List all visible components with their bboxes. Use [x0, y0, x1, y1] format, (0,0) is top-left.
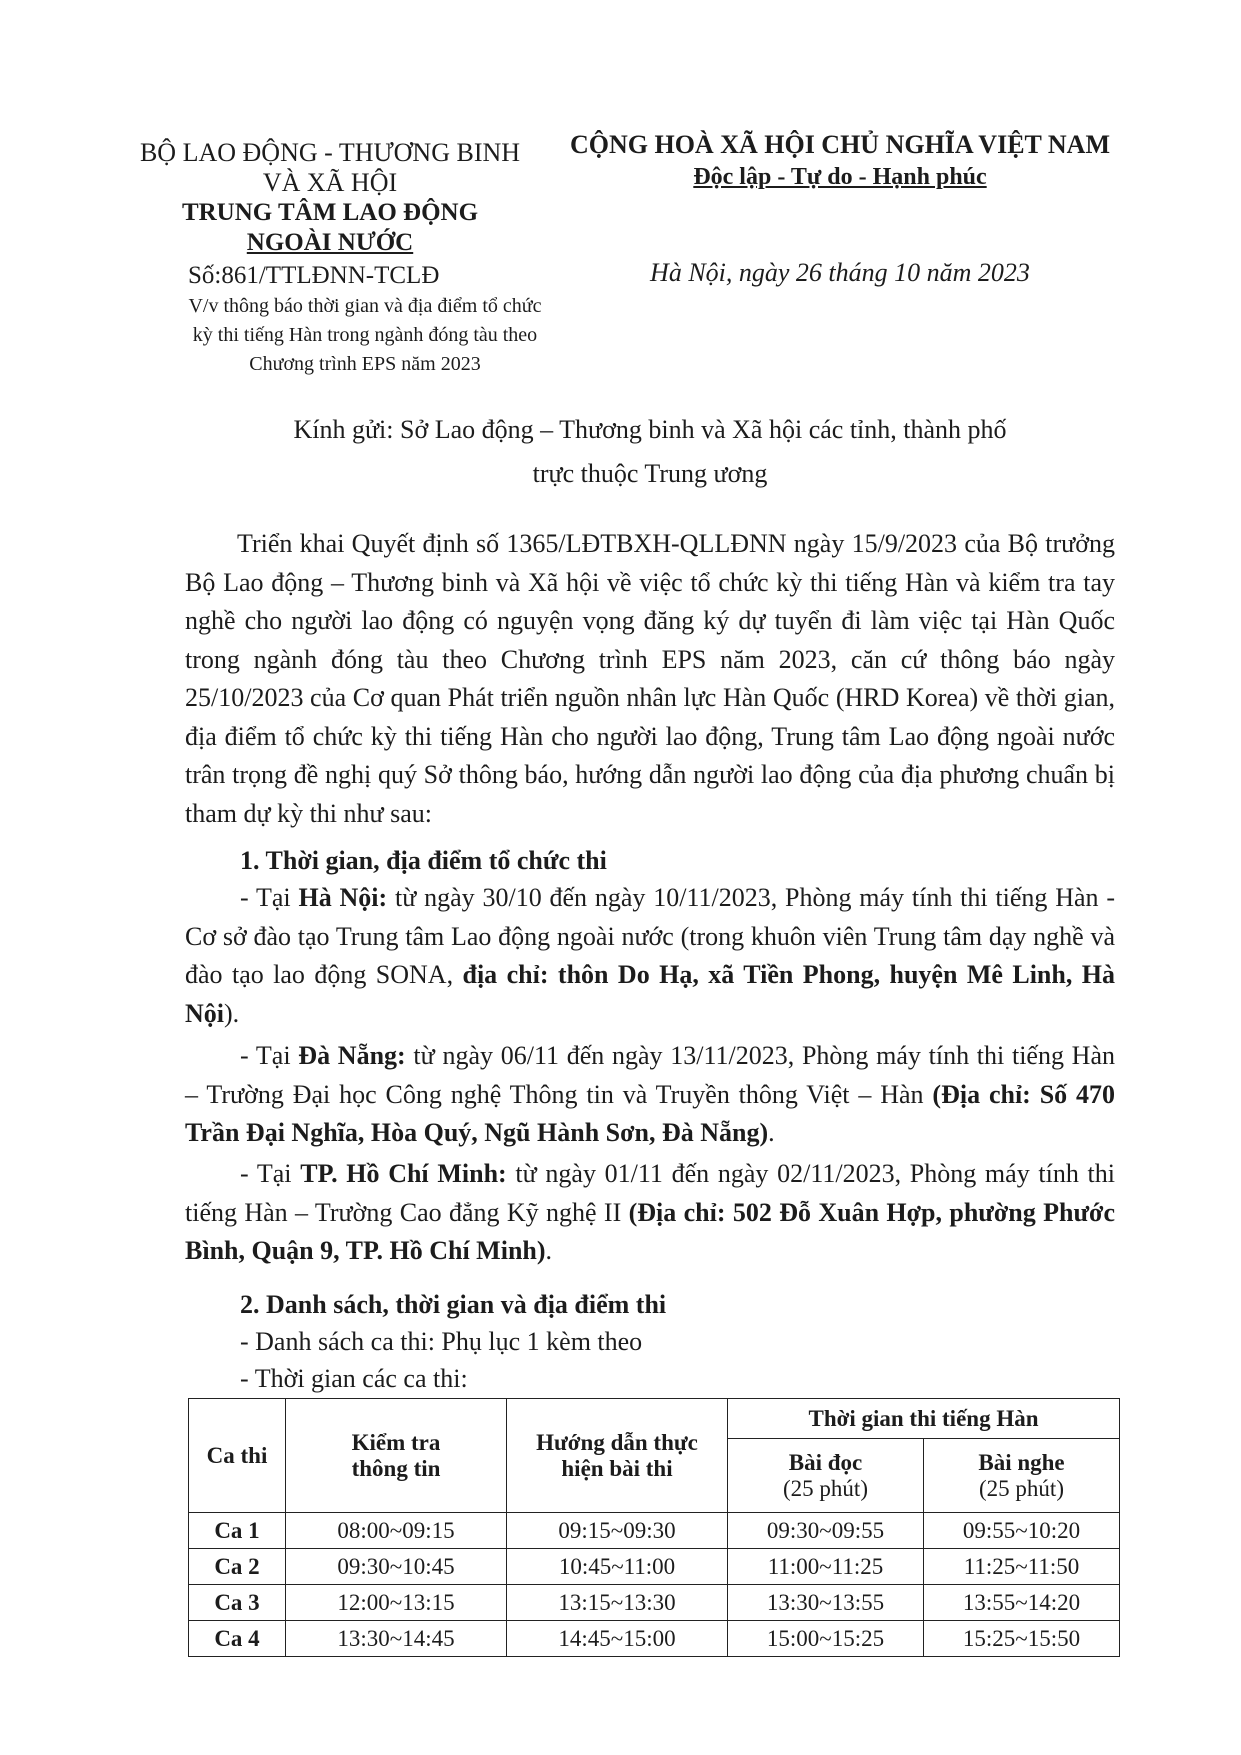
exam-time-line: - Thời gian các ca thi: — [240, 1364, 468, 1393]
header-check-info — [286, 1399, 507, 1513]
subject-line2: kỳ thi tiếng Hàn trong ngành đóng tàu theo — [192, 324, 538, 346]
ministry-name-line2: VÀ XÃ HỘI — [262, 168, 398, 197]
check-time-cell: 08:00~09:15 — [286, 1513, 507, 1549]
hanoi-paragraph — [185, 879, 1115, 1033]
header-korean-time: Thời gian thi tiếng Hàn — [728, 1399, 1120, 1439]
listening-time-cell: 13:55~14:20 — [924, 1585, 1120, 1621]
danang-paragraph — [185, 1037, 1115, 1153]
header-guide-line1: Hướng dẫn thực — [536, 1429, 698, 1455]
hcm-text: từ ngày 01/11 đến ngày 02/11/2023, Phòng máy tính thi tiếng Hàn – Trường Cao đẳng Kỹ nghệ II — [185, 1159, 1115, 1227]
listening-time-cell: 15:25~15:50 — [924, 1621, 1120, 1657]
header-check-line2: thông tin — [351, 1455, 441, 1481]
shift-cell: Ca 4 — [189, 1621, 286, 1657]
header-listening-duration: (25 phút) — [979, 1475, 1064, 1501]
issuing-authority — [120, 138, 540, 258]
hcm-lead: - Tại — [240, 1159, 301, 1188]
hcm-city: TP. Hồ Chí Minh: — [300, 1159, 507, 1188]
listening-time-cell: 11:25~11:50 — [924, 1549, 1120, 1585]
hanoi-lead: - Tại — [240, 883, 299, 912]
shift-cell: Ca 2 — [189, 1549, 286, 1585]
check-time-cell: 09:30~10:45 — [286, 1549, 507, 1585]
table-row — [189, 1549, 1120, 1585]
table-row — [189, 1621, 1120, 1657]
shift-cell: Ca 3 — [189, 1585, 286, 1621]
document-number: Số:861/TTLĐNN-TCLĐ — [188, 262, 440, 289]
header-shift: Ca thi — [189, 1399, 286, 1513]
reading-time-cell: 09:30~09:55 — [728, 1513, 924, 1549]
danang-end: . — [768, 1118, 775, 1147]
hanoi-text: từ ngày 30/10 đến ngày 10/11/2023, Phòng máy tính thi tiếng Hàn - Cơ sở đào tạo Trung tâm Lao động ngoài nước (trong khuôn viên Trung tâm dạy nghề và đào tạo lao động SONA, — [185, 883, 1115, 989]
national-header — [560, 128, 1120, 192]
section1-heading: 1. Thời gian, địa điểm tổ chức thi — [240, 846, 607, 875]
hanoi-address: địa chỉ: thôn Do Hạ, xã Tiền Phong, huyện Mê Linh, Hà Nội — [185, 960, 1115, 1028]
hanoi-end: ). — [224, 998, 240, 1028]
check-time-cell: 12:00~13:15 — [286, 1585, 507, 1621]
place-and-date: Hà Nội, ngày 26 tháng 10 năm 2023 — [650, 258, 1030, 287]
header-guide — [507, 1399, 728, 1513]
document-subject — [160, 292, 570, 379]
recipient — [200, 408, 1100, 496]
reading-time-cell: 15:00~15:25 — [728, 1621, 924, 1657]
ministry-name-line1: BỘ LAO ĐỘNG - THƯƠNG BINH — [139, 138, 521, 167]
danang-address: (Địa chỉ: Số 470 Trần Đại Nghĩa, Hòa Quý, Ngũ Hành Sơn, Đà Nẵng) — [185, 1079, 1116, 1147]
danang-lead: - Tại — [240, 1041, 299, 1070]
guide-time-cell: 10:45~11:00 — [507, 1549, 728, 1585]
guide-time-cell: 14:45~15:00 — [507, 1621, 728, 1657]
header-reading — [728, 1439, 924, 1513]
header-listening-label: Bài nghe — [978, 1449, 1065, 1475]
shift-cell: Ca 1 — [189, 1513, 286, 1549]
hcm-paragraph — [185, 1155, 1115, 1271]
recipient-line2: trực thuộc Trung ương — [532, 459, 768, 488]
center-name-line1: TRUNG TÂM LAO ĐỘNG — [181, 199, 479, 226]
recipient-line1: Kính gửi: Sở Lao động – Thương binh và Xã hội các tỉnh, thành phố — [293, 415, 1007, 444]
exam-schedule-table — [188, 1398, 1120, 1657]
exam-list-line: - Danh sách ca thi: Phụ lục 1 kèm theo — [240, 1327, 643, 1356]
hcm-address: (Địa chỉ: 502 Đỗ Xuân Hợp, phường Phước Bình, Quận 9, TP. Hồ Chí Minh) — [185, 1197, 1115, 1265]
national-motto: Độc lập - Tự do - Hạnh phúc — [693, 164, 987, 190]
listening-time-cell: 09:55~10:20 — [924, 1513, 1120, 1549]
check-time-cell: 13:30~14:45 — [286, 1621, 507, 1657]
header-listening — [924, 1439, 1120, 1513]
center-name-line2: NGOÀI NƯỚC — [246, 229, 414, 256]
guide-time-cell: 13:15~13:30 — [507, 1585, 728, 1621]
hanoi-city: Hà Nội: — [298, 883, 388, 912]
header-reading-duration: (25 phút) — [783, 1475, 868, 1501]
table-row — [189, 1513, 1120, 1549]
header-guide-line2: hiện bài thi — [561, 1455, 673, 1481]
subject-line3: Chương trình EPS năm 2023 — [249, 353, 481, 375]
table-row — [189, 1585, 1120, 1621]
header-check-line1: Kiểm tra — [351, 1429, 441, 1455]
danang-text: từ ngày 06/11 đến ngày 13/11/2023, Phòng máy tính thi tiếng Hàn – Trường Đại học Công nghệ Thông tin và Truyền thông Việt – Hàn — [185, 1041, 1116, 1109]
danang-city: Đà Nẵng: — [298, 1041, 406, 1070]
guide-time-cell: 09:15~09:30 — [507, 1513, 728, 1549]
nation-title: CỘNG HOÀ XÃ HỘI CHỦ NGHĨA VIỆT NAM — [569, 130, 1111, 159]
header-reading-label: Bài đọc — [788, 1449, 863, 1475]
section2-heading: 2. Danh sách, thời gian và địa điểm thi — [240, 1290, 667, 1319]
reading-time-cell: 11:00~11:25 — [728, 1549, 924, 1585]
hcm-end: . — [545, 1236, 553, 1265]
reading-time-cell: 13:30~13:55 — [728, 1585, 924, 1621]
intro-paragraph: Triển khai Quyết định số 1365/LĐTBXH-QLLĐNN ngày 15/9/2023 của Bộ trưởng Bộ Lao động – Thương binh và Xã hội về việc tổ chức kỳ thi tiếng Hàn và kiểm tra tay nghề cho người lao động có nguyện vọng đăng ký dự tuyển đi làm việc tại Hàn Quốc trong ngành đóng tàu theo Chương trình EPS năm 2023, căn cứ thông báo ngày 25/10/2023 của Cơ quan Phát triển nguồn nhân lực Hàn Quốc (HRD Korea) về thời gian, địa điểm tổ chức kỳ thi tiếng Hàn cho người lao động, Trung tâm Lao động ngoài nước trân trọng đề nghị quý Sở thông báo, hướng dẫn người lao động của địa phương chuẩn bị tham dự kỳ thi như sau: — [185, 529, 1115, 828]
subject-line1: V/v thông báo thời gian và địa điểm tổ chức — [188, 295, 542, 317]
